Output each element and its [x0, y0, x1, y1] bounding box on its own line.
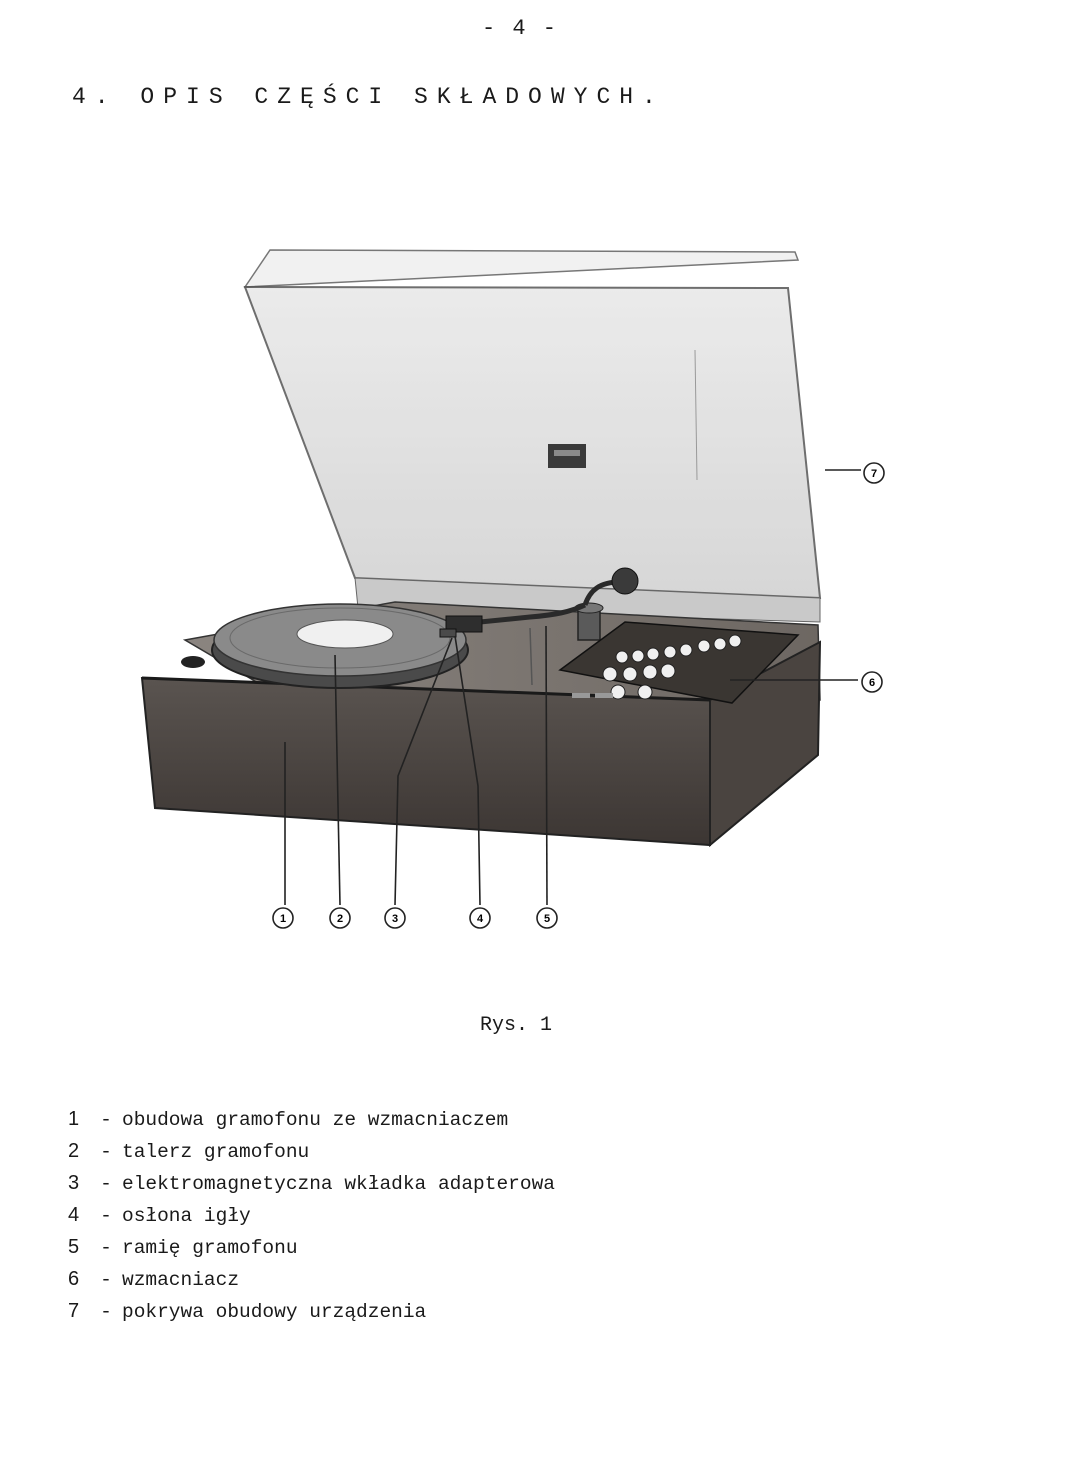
legend-item-number: 3 [68, 1172, 80, 1194]
legend-item [68, 1167, 555, 1199]
callout-1-label: 1 [279, 913, 287, 925]
callout-7-label: 7 [870, 468, 878, 480]
legend-item [68, 1103, 555, 1135]
legend-item-number: 7 [68, 1300, 80, 1322]
legend-item-text: ramię gramofonu [122, 1237, 298, 1259]
legend-item [68, 1263, 555, 1295]
legend-item-text: obudowa gramofonu ze wzmacniaczem [122, 1109, 509, 1131]
legend-item-text: elektromagnetyczna wkładka adapterowa [122, 1173, 555, 1195]
callout-7 [864, 463, 884, 483]
legend-item-number: 6 [68, 1268, 80, 1290]
legend-item-separator: - [100, 1141, 112, 1163]
legend-item-text: wzmacniacz [122, 1269, 240, 1291]
callout-4 [470, 908, 490, 928]
page-number: - 4 - [481, 16, 558, 41]
legend-item-separator: - [100, 1237, 112, 1259]
callout-5-label: 5 [543, 913, 551, 925]
turntable-figure [130, 230, 920, 950]
platter-drawing [181, 604, 468, 688]
figure-caption: Rys. 1 [479, 1014, 552, 1037]
callout-6-label: 6 [868, 677, 876, 689]
callout-6 [862, 672, 882, 692]
legend-item-number: 4 [68, 1204, 80, 1226]
legend-item-separator: - [100, 1205, 112, 1227]
callout-4-label: 4 [476, 913, 484, 925]
callout-2 [330, 908, 350, 928]
legend-item [68, 1295, 555, 1327]
legend-item-number: 5 [68, 1236, 80, 1258]
turntable-illustration [130, 230, 920, 950]
callout-3-label: 3 [391, 913, 399, 925]
legend-item-separator: - [100, 1173, 112, 1195]
callout-2-label: 2 [336, 913, 344, 925]
callout-1 [273, 908, 293, 928]
legend-item-text: pokrywa obudowy urządzenia [122, 1301, 427, 1323]
legend-item-separator: - [100, 1269, 112, 1291]
legend-item [68, 1199, 555, 1231]
legend-item-number: 2 [68, 1140, 80, 1162]
legend-item-text: osłona igły [122, 1205, 251, 1227]
parts-legend [68, 1103, 555, 1327]
legend-item-separator: - [100, 1109, 112, 1131]
legend-item-number: 1 [68, 1108, 80, 1130]
legend-item-text: talerz gramofonu [122, 1141, 310, 1163]
legend-item-separator: - [100, 1301, 112, 1323]
callout-5 [537, 908, 557, 928]
section-title: 4. OPIS CZĘŚCI SKŁADOWYCH. [72, 84, 665, 110]
legend-item [68, 1135, 555, 1167]
lid-drawing [245, 250, 820, 622]
callout-3 [385, 908, 405, 928]
legend-item [68, 1231, 555, 1263]
